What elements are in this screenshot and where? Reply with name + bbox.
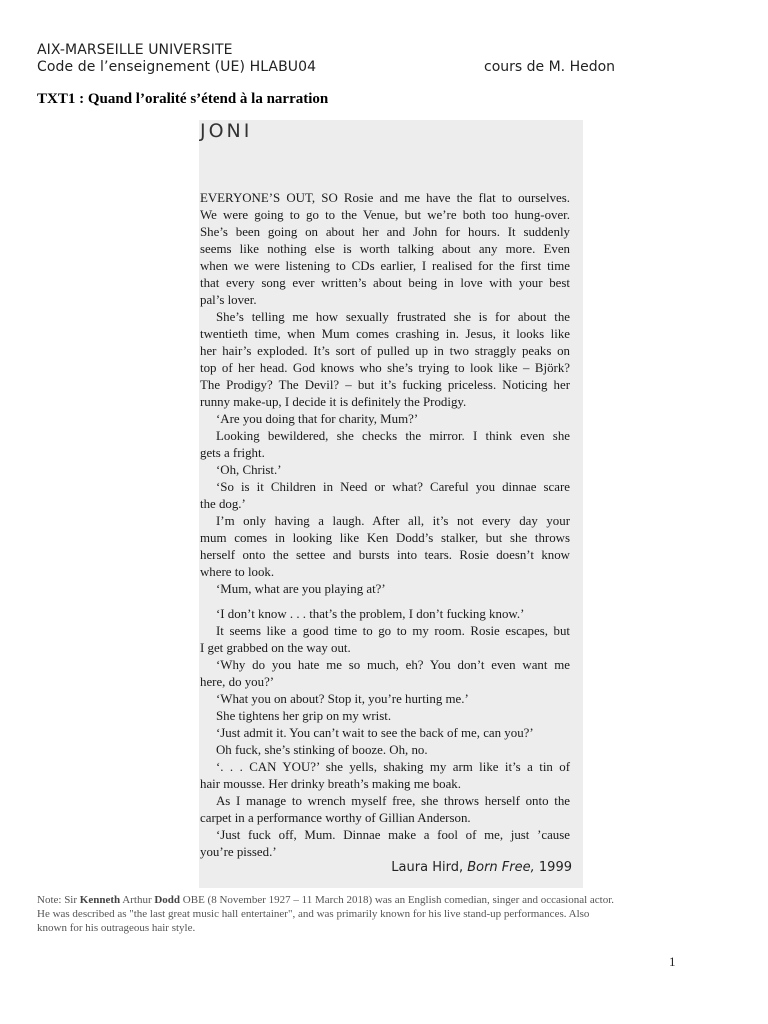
story-line: you’re pissed.’ — [200, 845, 277, 859]
story-line: ‘What you on about? Stop it, you’re hurting me.’ — [216, 692, 469, 706]
story-line: top of her head. God knows who she’s trying to look like – Björk? — [200, 361, 570, 375]
document-title: TXT1 : Quand l’oralité s’étend à la narration — [37, 91, 329, 107]
book-title: Born Free, — [467, 860, 535, 875]
story-line: the dog.’ — [200, 497, 246, 511]
publication-year: 1999 — [538, 860, 572, 875]
story-title: JONI — [200, 120, 253, 142]
story-line: that every song ever written’s about being in love with your best — [200, 276, 570, 290]
paragraph-gap — [200, 598, 570, 606]
story-line: We were going to go to the Venue, but we’re both too hung-over. — [200, 208, 570, 222]
footnote-name-mid: Arthur — [122, 894, 152, 906]
story-line: ‘I don’t know . . . that’s the problem, I don’t fucking know.’ — [216, 607, 525, 621]
teacher-name: cours de M. Hedon — [484, 59, 616, 75]
story-line: here, do you?’ — [200, 675, 275, 689]
story-line: when we were listening to CDs earlier, I realised for the first time — [200, 259, 570, 273]
story-line: ‘Mum, what are you playing at?’ — [216, 582, 386, 596]
story-line: She’s been going on about her and John for hours. It suddenly — [200, 225, 570, 239]
story-line: pal’s lover. — [200, 293, 257, 307]
story-line: I get grabbed on the way out. — [200, 641, 351, 655]
story-line: gets a fright. — [200, 446, 265, 460]
story-line: As I manage to wrench myself free, she throws herself onto the — [216, 794, 570, 808]
story-line: Looking bewildered, she checks the mirror. I think even she — [216, 429, 570, 443]
story-line: seems like nothing else is worth talking about any more. Even — [200, 242, 570, 256]
story-line: ‘Are you doing that for charity, Mum?’ — [216, 412, 419, 426]
story-line: where to look. — [200, 565, 275, 579]
page-number: 1 — [669, 954, 676, 969]
story-line: twentieth time, when Mum comes crashing in. Jesus, it looks like — [200, 327, 570, 341]
story-line: ‘So is it Children in Need or what? Careful you dinnae scare — [216, 480, 570, 494]
story-line: ‘Just fuck off, Mum. Dinnae make a fool of me, just ’cause — [216, 828, 570, 842]
story-line: mum comes in looking like Ken Dodd’s stalker, but she throws — [200, 531, 570, 545]
story-line: Oh fuck, she’s stinking of booze. Oh, no. — [216, 743, 428, 757]
story-text — [200, 190, 570, 861]
story-line: ‘Why do you hate me so much, eh? You don’t even want me — [216, 658, 570, 672]
story-line: herself onto the settee and bursts into tears. Rosie doesn’t know — [200, 548, 570, 562]
story-line: ‘. . . CAN YOU?’ she yells, shaking my arm like it’s a tin of — [216, 760, 570, 774]
story-line: I’m only having a laugh. After all, it’s not every day your — [216, 514, 570, 528]
author-name: Laura Hird, — [391, 860, 464, 875]
story-line: runny make-up, I decide it is definitely the Prodigy. — [200, 395, 467, 409]
story-line: EVERYONE’S OUT, SO Rosie and me have the flat to ourselves. — [200, 191, 570, 205]
story-line: ‘Oh, Christ.’ — [216, 463, 282, 477]
footnote-name-last: Dodd — [154, 894, 181, 906]
story-line: She’s telling me how sexually frustrated she is for about the — [216, 310, 570, 324]
story-line: ‘Just admit it. You can’t wait to see the back of me, can you?’ — [216, 726, 534, 740]
story-line: She tightens her grip on my wrist. — [216, 709, 392, 723]
story-line: It seems like a good time to go to my room. Rosie escapes, but — [216, 624, 570, 638]
story-line: her hair’s exploded. It’s sort of pulled up in two straggly peaks on — [200, 344, 570, 358]
story-credit — [391, 860, 572, 875]
footnote — [37, 893, 617, 935]
story-line: The Prodigy? The Devil? – but it’s fucking priceless. Noticing her — [200, 378, 570, 392]
university-name: AIX-MARSEILLE UNIVERSITE — [37, 42, 233, 58]
course-code: Code de l’enseignement (UE) HLABU04 — [37, 59, 317, 75]
story-line: carpet in a performance worthy of Gillian Anderson. — [200, 811, 471, 825]
footnote-text: OBE (8 November 1927 – 11 March 2018) was an English comedian, singer and occasional actor. He was described as "the last great music hall entertainer", and was primarily known for his live stand-up performances. Also known for his outrageous hair style. — [37, 894, 615, 934]
footnote-prefix: Note: Sir — [37, 894, 78, 906]
footnote-name-first: Kenneth — [79, 894, 121, 906]
story-line: hair mousse. Her drinky breath’s making me boak. — [200, 777, 461, 791]
